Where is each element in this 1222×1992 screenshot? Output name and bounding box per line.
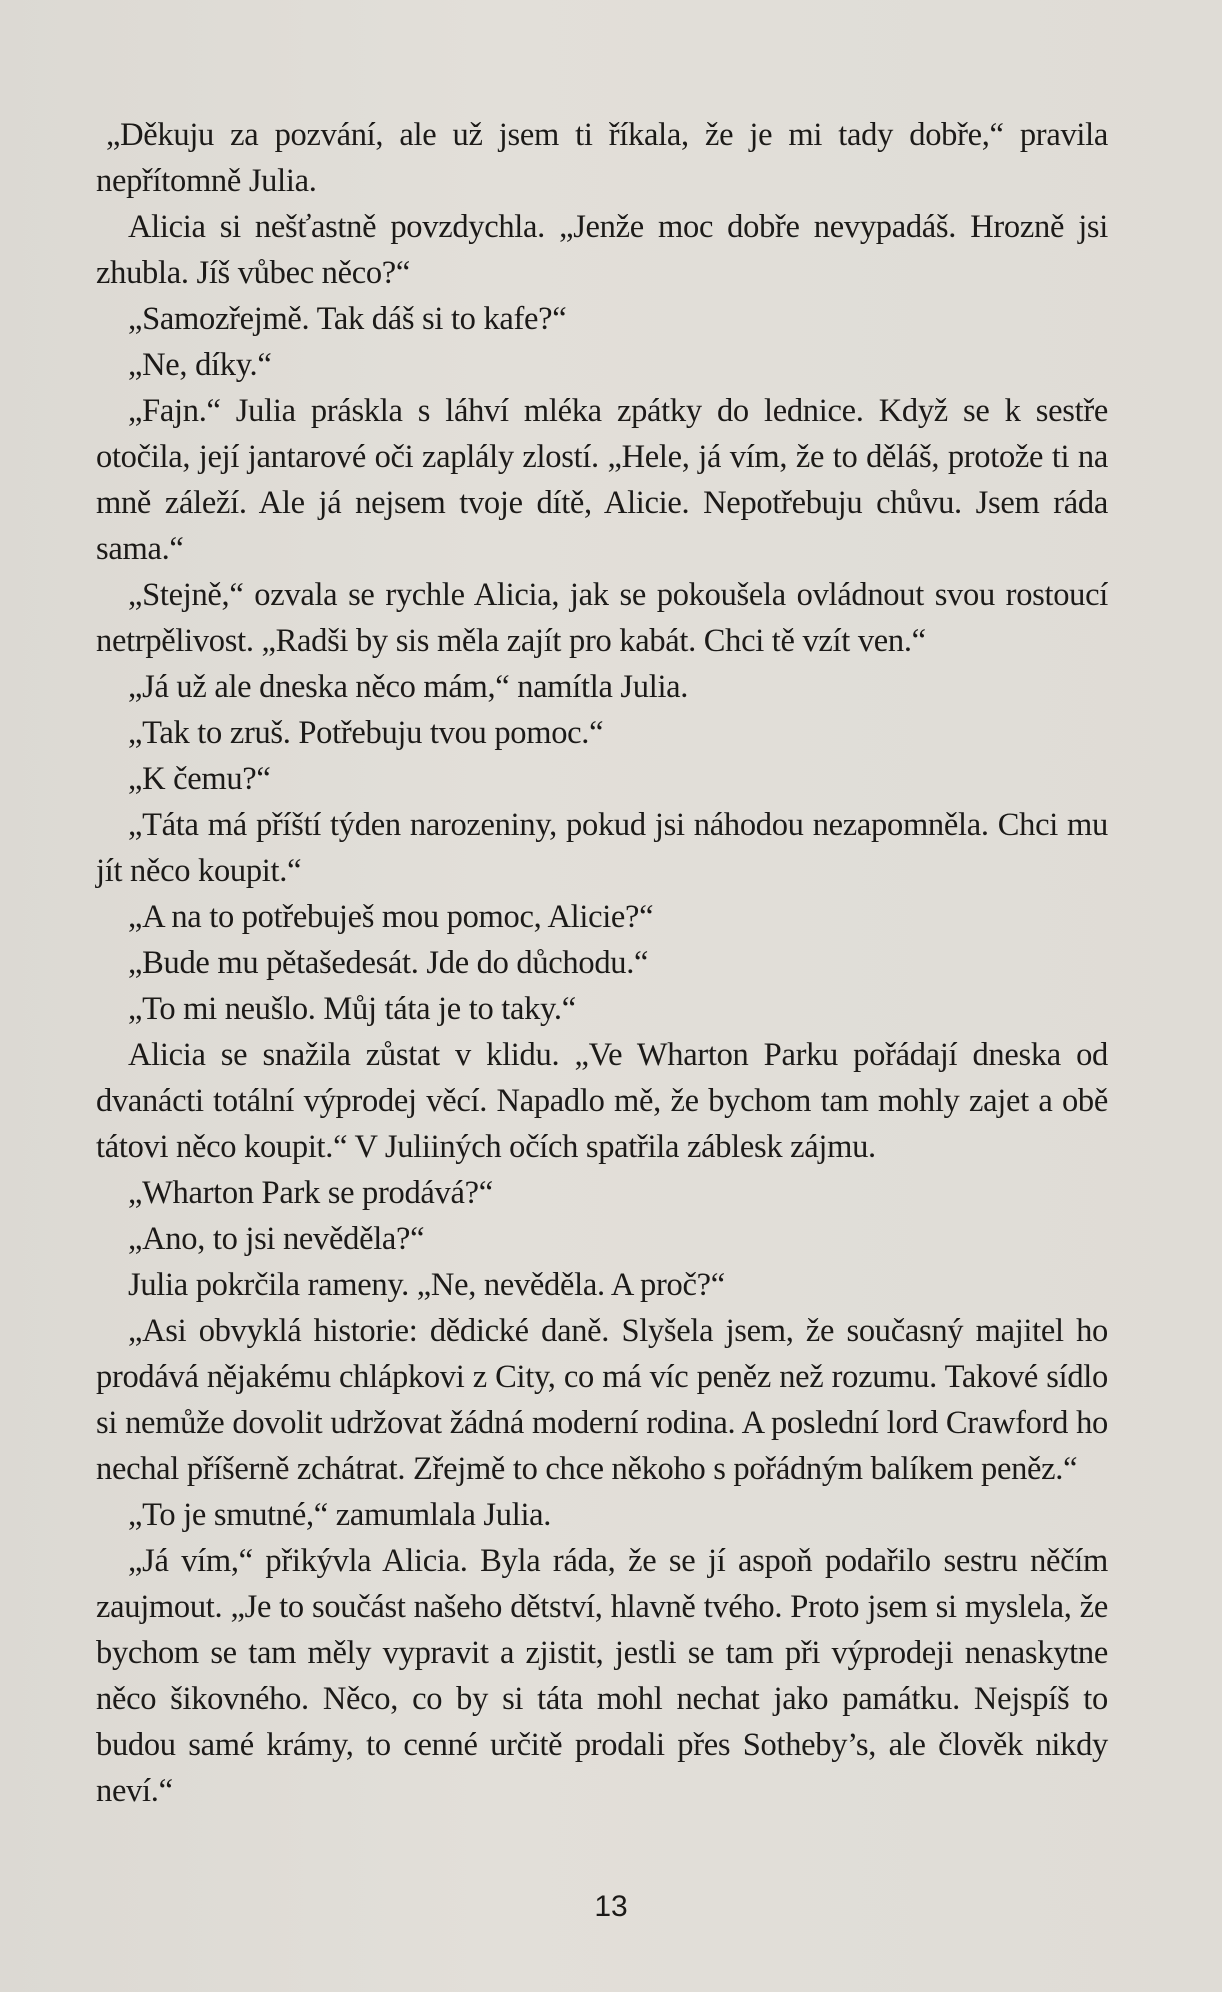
paragraph: Julia pokrčila rameny. „Ne, nevěděla. A proč?“	[128, 1267, 725, 1303]
paragraph: „To je smutné,“ zamumlala Julia.	[128, 1497, 552, 1533]
paragraph: „Já vím,“ přikývla Alicia. Byla ráda, že se jí aspoň podařilo sestru něčím zaujmout. „Je to součást našeho dětství, hlavně tvého. Proto jsem si myslela, že bychom se tam měly vypravit a zjistit, jestli se tam při výprodeji nenaskytne něco šikovného. Něco, co by si táta mohl nechat jako památku. Nejspíš to budou samé krámy, to cenné určitě prodali přes Sotheby’s, ale člověk nikdy neví.“	[96, 1543, 1108, 1809]
paragraph: „Samozřejmě. Tak dáš si to kafe?“	[128, 301, 567, 337]
paragraph: „K čemu?“	[128, 761, 271, 797]
paragraph: „Tak to zruš. Potřebuju tvou pomoc.“	[128, 715, 604, 751]
body-text	[96, 112, 1108, 1814]
paragraph: „Já už ale dneska něco mám,“ namítla Julia.	[128, 669, 689, 705]
page-number: 13	[594, 1890, 628, 1923]
paragraph: „Ne, díky.“	[128, 347, 272, 383]
paragraph: „Stejně,“ ozvala se rychle Alicia, jak se pokoušela ovládnout svou rostoucí netrpělivost. „Radši by sis měla zajít pro kabát. Chci tě vzít ven.“	[96, 577, 1108, 659]
paragraph: Alicia si nešťastně povzdychla. „Jenže moc dobře nevypadáš. Hrozně jsi zhubla. Jíš vůbec něco?“	[96, 209, 1108, 291]
paragraph: „To mi neušlo. Můj táta je to taky.“	[128, 991, 576, 1027]
paragraph: „Děkuju za pozvání, ale už jsem ti říkala, že je mi tady dobře,“ pravila nepřítomně Julia.	[96, 117, 1108, 199]
paragraph: „Asi obvyklá historie: dědické daně. Slyšela jsem, že současný majitel ho prodává nějakému chlápkovi z City, co má víc peněz než rozumu. Takové sídlo si nemůže dovolit udržovat žádná moderní rodina. A poslední lord Crawford ho nechal příšerně zchátrat. Zřejmě to chce někoho s pořádným balíkem peněz.“	[96, 1313, 1108, 1487]
paragraph: „Táta má příští týden narozeniny, pokud jsi náhodou nezapomněla. Chci mu jít něco koupit.“	[96, 807, 1108, 889]
paragraph: „A na to potřebuješ mou pomoc, Alicie?“	[128, 899, 654, 935]
paragraph: „Fajn.“ Julia práskla s láhví mléka zpátky do lednice. Když se k sestře otočila, její jantarové oči zaplály zlostí. „Hele, já vím, že to děláš, protože ti na mně záleží. Ale já nejsem tvoje dítě, Alicie. Nepotřebuju chůvu. Jsem ráda sama.“	[96, 393, 1108, 567]
paragraph: Alicia se snažila zůstat v klidu. „Ve Wharton Parku pořádají dneska od dvanácti totální výprodej věcí. Napadlo mě, že bychom tam mohly zajet a obě tátovi něco koupit.“ V Juliiných očích spatřila záblesk zájmu.	[96, 1037, 1108, 1165]
paragraph: „Wharton Park se prodává?“	[128, 1175, 493, 1211]
paragraph: „Bude mu pětašedesát. Jde do důchodu.“	[128, 945, 649, 981]
paragraph: „Ano, to jsi nevěděla?“	[128, 1221, 425, 1257]
